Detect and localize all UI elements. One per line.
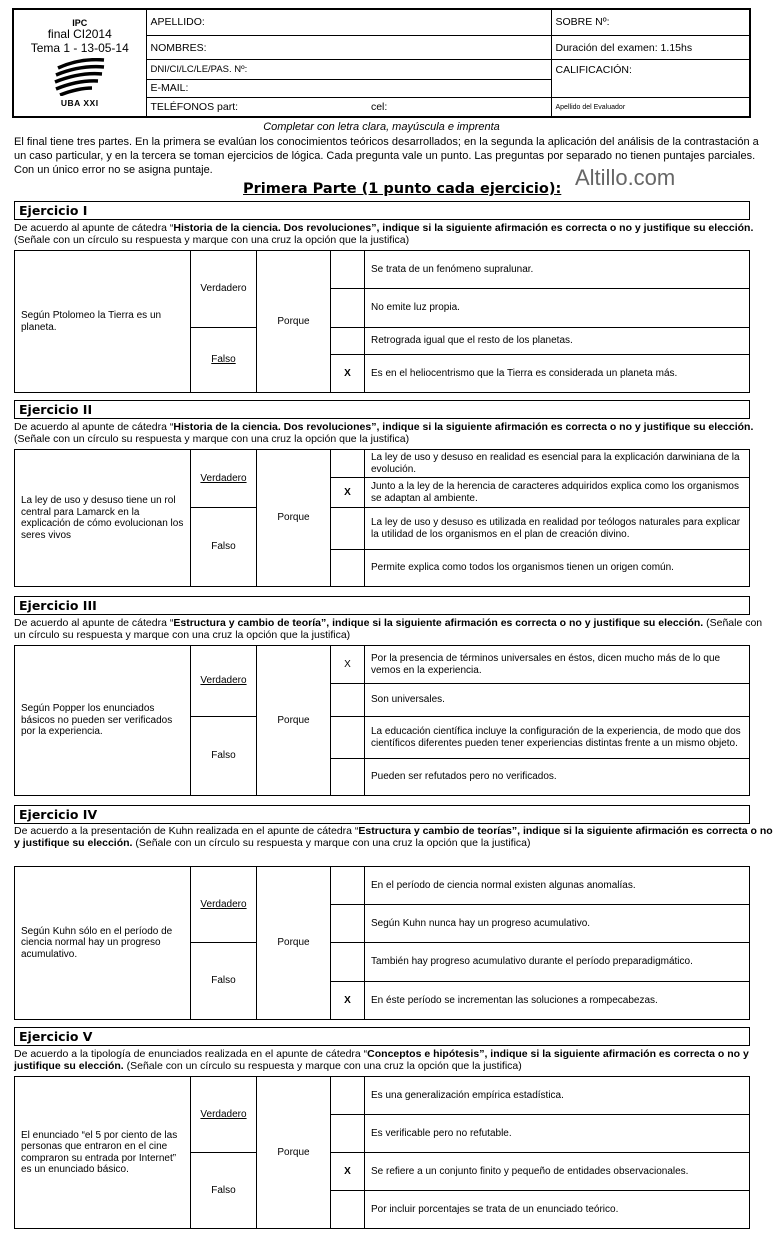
exercise-3-option-2: Son universales. <box>365 684 750 717</box>
exercise-2-instructions: De acuerdo al apunte de cátedra “Historia de la ciencia. Dos revoluciones”, indique si la siguiente afirmación es correcta o no y justifique su elección. (Señale con un círculo su respuesta y marque con una cruz la opción que la justifica) <box>14 421 754 445</box>
exercise-3-option-2-mark[interactable] <box>331 684 365 717</box>
exercise-2-falso[interactable]: Falso <box>191 508 257 587</box>
telefonos-row[interactable] <box>146 98 551 117</box>
exercise-5-porque: Porque <box>257 1077 331 1229</box>
exercise-1-option-3: Retrograda igual que el resto de los planetas. <box>365 328 750 355</box>
exercise-4-option-4-mark[interactable]: X <box>331 982 365 1020</box>
intro-text: El final tiene tres partes. En la primera se evalúan los conocimientos teóricos desarrollados; en la segunda la aplicación del análisis de la contrastación a un caso particular, y en la tercera se toman ejercicios de lógica. Cada pregunta vale un punto. Las preguntas por separado no tienen puntajes parciales. Con un único error no se asigna puntaje. <box>14 136 759 176</box>
exercise-4-falso[interactable]: Falso <box>191 943 257 1020</box>
exercise-3-instructions: De acuerdo al apunte de cátedra “Estructura y cambio de teoría”, indique si la siguiente afirmación es correcta o no y justifique su elección. (Señale con un círculo su respuesta y marque con una cruz la opción que la justifica) <box>14 617 763 641</box>
cel-field: cel: <box>370 101 388 114</box>
exercise-5-verdadero[interactable]: Verdadero <box>191 1077 257 1153</box>
exercise-4-statement: Según Kuhn sólo en el período de ciencia normal hay un progreso acumulativo. <box>15 867 191 1020</box>
exercise-3-option-1: Por la presencia de términos universales en éstos, dicen mucho más de lo que vemos en la experiencia. <box>365 646 750 684</box>
exercise-2-option-1-mark[interactable] <box>331 450 365 478</box>
logo-block <box>13 9 146 117</box>
exercise-4-option-1: En el período de ciencia normal existen algunas anomalías. <box>365 867 750 905</box>
exercise-1-option-2-mark[interactable] <box>331 289 365 328</box>
exercise-2-option-3: La ley de uso y desuso es utilizada en realidad por teólogos naturales para explicar la utilidad de los organismos en el plan de creación divino. <box>365 508 750 550</box>
exercise-2-option-4-mark[interactable] <box>331 550 365 587</box>
exercise-3-option-3-mark[interactable] <box>331 717 365 759</box>
exercise-3-statement: Según Popper los enunciados básicos no pueden ser verificados por la experiencia. <box>15 646 191 796</box>
exercise-1-title: Ejercicio I <box>14 201 750 220</box>
exercise-3-title: Ejercicio III <box>14 596 750 615</box>
exercise-5-title: Ejercicio V <box>14 1027 750 1046</box>
exercise-4-porque: Porque <box>257 867 331 1020</box>
exercise-5-option-3-mark[interactable]: X <box>331 1153 365 1191</box>
exercise-1-option-4: Es en el heliocentrismo que la Tierra es considerada un planeta más. <box>365 355 750 393</box>
exercise-4-option-2-mark[interactable] <box>331 905 365 943</box>
exercise-2-option-2-mark[interactable]: X <box>331 478 365 508</box>
exercise-4-option-4: En éste período se incrementan las soluciones a rompecabezas. <box>365 982 750 1020</box>
exercise-2-option-4: Permite explica como todos los organismos tienen un origen común. <box>365 550 750 587</box>
exercise-5-option-2-mark[interactable] <box>331 1115 365 1153</box>
logo-line2: final CI2014 <box>47 26 112 41</box>
header-form <box>12 8 751 118</box>
apellido-field[interactable]: APELLIDO: <box>146 9 551 35</box>
exercise-3-option-3: La educación científica incluye la configuración de la experiencia, de modo que dos científicos diferentes pueden tener experiencias distintas frente a un mismo objeto. <box>365 717 750 759</box>
exercise-1-option-3-mark[interactable] <box>331 328 365 355</box>
exercise-5-option-2: Es verificable pero no refutable. <box>365 1115 750 1153</box>
exercise-3-option-1-mark[interactable]: X <box>331 646 365 684</box>
exercise-4-verdadero[interactable]: Verdadero <box>191 867 257 943</box>
exercise-1-option-1-mark[interactable] <box>331 251 365 289</box>
exercise-4-option-2: Según Kuhn nunca hay un progreso acumulativo. <box>365 905 750 943</box>
exercise-5-table <box>14 1076 750 1229</box>
exercise-3-porque: Porque <box>257 646 331 796</box>
exercise-2-verdadero[interactable]: Verdadero <box>191 450 257 508</box>
exercise-2-porque: Porque <box>257 450 331 587</box>
exercise-4-option-3-mark[interactable] <box>331 943 365 982</box>
fill-instructions: Completar con letra clara, mayúscula e imprenta <box>263 121 500 133</box>
exercise-5-instructions: De acuerdo a la tipología de enunciados realizada en el apunte de cátedra “Conceptos e hipótesis”, indique si la siguiente afirmación es correcta o no y justifique su elección. (Señale con un círculo su respuesta y marque con una cruz la opción que la justifica) <box>14 1048 749 1072</box>
evaluador-field[interactable]: Apellido del Evaluador <box>551 98 750 117</box>
exercise-3-verdadero[interactable]: Verdadero <box>191 646 257 717</box>
email-field[interactable]: E-MAIL: <box>146 79 551 97</box>
exercise-5-option-3: Se refiere a un conjunto finito y pequeño de entidades observacionales. <box>365 1153 750 1191</box>
exercise-2-option-3-mark[interactable] <box>331 508 365 550</box>
exercise-4-option-1-mark[interactable] <box>331 867 365 905</box>
sobre-field[interactable]: SOBRE Nº: <box>551 9 750 35</box>
exercise-3-falso[interactable]: Falso <box>191 717 257 796</box>
exercise-4-table <box>14 866 750 1020</box>
logo-line3: Tema 1 - 13-05-14 <box>30 40 129 55</box>
nombres-field[interactable]: NOMBRES: <box>146 35 551 59</box>
exercise-2-table <box>14 449 750 587</box>
exercise-5-option-4: Por incluir porcentajes se trata de un enunciado teórico. <box>365 1191 750 1229</box>
calificacion-field[interactable]: CALIFICACIÓN: <box>551 60 750 98</box>
logo-line1: IPC <box>72 17 88 28</box>
exercise-5-option-4-mark[interactable] <box>331 1191 365 1229</box>
exercise-1-option-2: No emite luz propia. <box>365 289 750 328</box>
exercise-3-option-4: Pueden ser refutados pero no verificados. <box>365 759 750 796</box>
exercise-5-statement: El enunciado “el 5 por ciento de las personas que entraron en el cine compraron su entrada por Internet” es un enunciado básico. <box>15 1077 191 1229</box>
exercise-2-option-2: Junto a la ley de la herencia de caracteres adquiridos explica como los organismos se adaptan al ambiente. <box>365 478 750 508</box>
exercise-1-falso[interactable]: Falso <box>191 328 257 393</box>
uba-logo-icon <box>50 58 110 96</box>
part-title: Primera Parte (1 punto cada ejercicio): <box>243 181 562 197</box>
exercise-1-option-4-mark[interactable]: X <box>331 355 365 393</box>
duracion-label: Duración del examen: 1.15hs <box>551 35 750 59</box>
exercise-1-table <box>14 250 750 393</box>
exercise-1-statement: Según Ptolomeo la Tierra es un planeta. <box>15 251 191 393</box>
exercise-5-option-1-mark[interactable] <box>331 1077 365 1115</box>
telefonos-field: TELÉFONOS part: <box>150 101 239 114</box>
dni-field[interactable]: DNI/CI/LC/LE/PAS. Nº: <box>146 60 551 79</box>
exercise-2-option-1: La ley de uso y desuso en realidad es esencial para la explicación darwiniana de la evolución. <box>365 450 750 478</box>
watermark: Altillo.com <box>575 165 676 190</box>
exercise-2-title: Ejercicio II <box>14 400 750 419</box>
exercise-5-option-1: Es una generalización empírica estadística. <box>365 1077 750 1115</box>
exercise-1-verdadero[interactable]: Verdadero <box>191 251 257 328</box>
exercise-1-porque: Porque <box>257 251 331 393</box>
exercise-5-falso[interactable]: Falso <box>191 1153 257 1229</box>
exercise-4-option-3: También hay progreso acumulativo durante el período preparadigmático. <box>365 943 750 982</box>
exercise-1-option-1: Se trata de un fenómeno supralunar. <box>365 251 750 289</box>
exercise-4-title: Ejercicio IV <box>14 805 750 824</box>
exercise-4-instructions: De acuerdo a la presentación de Kuhn realizada en el apunte de cátedra “Estructura y cambio de teorías”, indique si la siguiente afirmación es correcta o no y justifique su elección. (Señale con un círculo su respuesta y marque con una cruz la opción que la justifica) <box>14 825 773 849</box>
exercise-3-table <box>14 645 750 796</box>
exercise-2-statement: La ley de uso y desuso tiene un rol central para Lamarck en la explicación de cómo evolucionan los seres vivos <box>15 450 191 587</box>
logo-text: UBA XXI <box>60 97 99 108</box>
exercise-3-option-4-mark[interactable] <box>331 759 365 796</box>
exercise-1-instructions: De acuerdo al apunte de cátedra “Historia de la ciencia. Dos revoluciones”, indique si la siguiente afirmación es correcta o no y justifique su elección. (Señale con un círculo su respuesta y marque con una cruz la opción que la justifica) <box>14 222 754 246</box>
